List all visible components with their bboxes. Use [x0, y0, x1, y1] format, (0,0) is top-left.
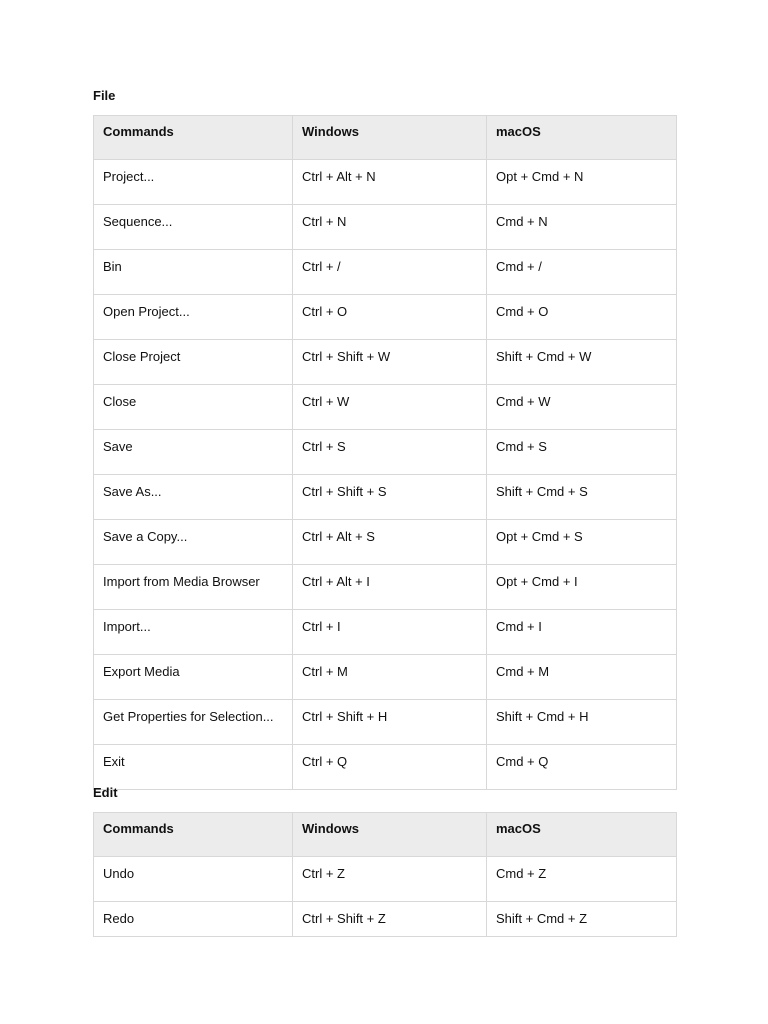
table-row: [94, 475, 677, 520]
file-shortcuts-table: [93, 115, 677, 790]
windows-shortcut-cell: Ctrl + Shift + Z: [293, 902, 487, 937]
table-row: [94, 250, 677, 295]
macos-shortcut-cell: Opt + Cmd + S: [487, 520, 677, 565]
windows-shortcut-cell: Ctrl + S: [293, 430, 487, 475]
column-header-commands: Commands: [94, 116, 293, 160]
macos-shortcut-cell: Cmd + S: [487, 430, 677, 475]
macos-shortcut-cell: Shift + Cmd + S: [487, 475, 677, 520]
command-cell: Save: [94, 430, 293, 475]
windows-shortcut-cell: Ctrl + Shift + W: [293, 340, 487, 385]
macos-shortcut-cell: Cmd + Z: [487, 857, 677, 902]
command-cell: Open Project...: [94, 295, 293, 340]
table-row: [94, 295, 677, 340]
command-cell: Close Project: [94, 340, 293, 385]
table-header-row: [94, 116, 677, 160]
table-row: [94, 340, 677, 385]
command-cell: Redo: [94, 902, 293, 937]
windows-shortcut-cell: Ctrl + Alt + N: [293, 160, 487, 205]
macos-shortcut-cell: Opt + Cmd + N: [487, 160, 677, 205]
windows-shortcut-cell: Ctrl + Shift + H: [293, 700, 487, 745]
table-row: [94, 655, 677, 700]
column-header-windows: Windows: [293, 813, 487, 857]
command-cell: Export Media: [94, 655, 293, 700]
table-row: [94, 205, 677, 250]
command-cell: Import...: [94, 610, 293, 655]
macos-shortcut-cell: Shift + Cmd + W: [487, 340, 677, 385]
table-row: [94, 520, 677, 565]
command-cell: Import from Media Browser: [94, 565, 293, 610]
windows-shortcut-cell: Ctrl + Q: [293, 745, 487, 790]
windows-shortcut-cell: Ctrl + I: [293, 610, 487, 655]
edit-section-title: Edit: [93, 785, 118, 800]
table-row: [94, 700, 677, 745]
macos-shortcut-cell: Cmd + Q: [487, 745, 677, 790]
macos-shortcut-cell: Shift + Cmd + H: [487, 700, 677, 745]
command-cell: Undo: [94, 857, 293, 902]
command-cell: Close: [94, 385, 293, 430]
table-row: [94, 430, 677, 475]
table-row: [94, 565, 677, 610]
edit-shortcuts-table: [93, 812, 677, 937]
macos-shortcut-cell: Cmd + N: [487, 205, 677, 250]
table-header-row: [94, 813, 677, 857]
command-cell: Save As...: [94, 475, 293, 520]
command-cell: Bin: [94, 250, 293, 295]
windows-shortcut-cell: Ctrl + Shift + S: [293, 475, 487, 520]
windows-shortcut-cell: Ctrl + Z: [293, 857, 487, 902]
windows-shortcut-cell: Ctrl + Alt + I: [293, 565, 487, 610]
table-row: [94, 902, 677, 937]
command-cell: Sequence...: [94, 205, 293, 250]
table-row: [94, 745, 677, 790]
windows-shortcut-cell: Ctrl + /: [293, 250, 487, 295]
macos-shortcut-cell: Shift + Cmd + Z: [487, 902, 677, 937]
windows-shortcut-cell: Ctrl + Alt + S: [293, 520, 487, 565]
macos-shortcut-cell: Cmd + M: [487, 655, 677, 700]
table-row: [94, 385, 677, 430]
command-cell: Project...: [94, 160, 293, 205]
table-row: [94, 160, 677, 205]
command-cell: Save a Copy...: [94, 520, 293, 565]
table-row: [94, 610, 677, 655]
windows-shortcut-cell: Ctrl + M: [293, 655, 487, 700]
column-header-macos: macOS: [487, 813, 677, 857]
macos-shortcut-cell: Cmd + /: [487, 250, 677, 295]
windows-shortcut-cell: Ctrl + O: [293, 295, 487, 340]
command-cell: Exit: [94, 745, 293, 790]
column-header-macos: macOS: [487, 116, 677, 160]
macos-shortcut-cell: Cmd + I: [487, 610, 677, 655]
windows-shortcut-cell: Ctrl + W: [293, 385, 487, 430]
column-header-windows: Windows: [293, 116, 487, 160]
column-header-commands: Commands: [94, 813, 293, 857]
macos-shortcut-cell: Cmd + O: [487, 295, 677, 340]
macos-shortcut-cell: Opt + Cmd + I: [487, 565, 677, 610]
macos-shortcut-cell: Cmd + W: [487, 385, 677, 430]
windows-shortcut-cell: Ctrl + N: [293, 205, 487, 250]
file-section-title: File: [93, 88, 116, 103]
table-row: [94, 857, 677, 902]
command-cell: Get Properties for Selection...: [94, 700, 293, 745]
